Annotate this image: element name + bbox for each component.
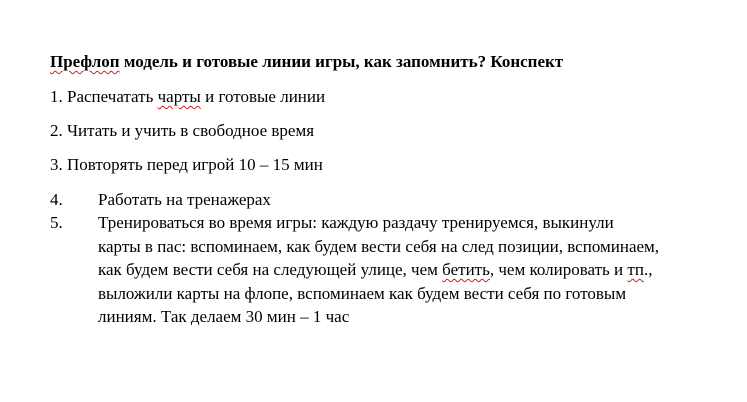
paragraph-3: 3. Повторять перед игрой 10 – 15 мин: [50, 155, 323, 174]
spellcheck-flagged-word: Префлоп: [50, 52, 120, 71]
paragraph-1-suffix: и готовые линии: [200, 87, 326, 106]
list-item-line: линиям. Так делаем 30 мин – 1 час: [98, 307, 350, 326]
list-item-line: карты в пас: вспоминаем, как будем вести себя на след позиции, вспоминаем,: [98, 236, 660, 256]
list-item-text: [98, 188, 738, 212]
list-item-text: [98, 211, 738, 329]
line-fragment: как будем вести себя на следующей улице, чем: [98, 260, 443, 279]
paragraph-1-prefix: 1. Распечатать: [50, 87, 158, 106]
list-item-line: [98, 258, 738, 282]
title-text: модель и готовые линии игры, как запомнить? Конспект: [119, 52, 564, 71]
list-item-line: Тренироваться во время игры: каждую раздачу тренируемся, выкинули: [98, 213, 614, 232]
line-fragment: , чем колировать и: [489, 260, 628, 279]
paragraph-1: [50, 87, 325, 107]
line-fragment: .,: [643, 260, 653, 279]
spellcheck-flagged-word: тп: [627, 260, 644, 279]
list-item-line: Работать на тренажерах: [98, 190, 271, 209]
list-number: 5.: [50, 213, 63, 232]
list-item-line: выложили карты на флопе, вспоминаем как будем вести себя по готовым: [98, 283, 627, 303]
list-number: 4.: [50, 190, 63, 209]
spellcheck-flagged-word: чарты: [157, 87, 201, 106]
spellcheck-flagged-word: бетить: [442, 260, 490, 279]
document-title: [50, 52, 563, 72]
paragraph-2: 2. Читать и учить в свободное время: [50, 121, 315, 140]
